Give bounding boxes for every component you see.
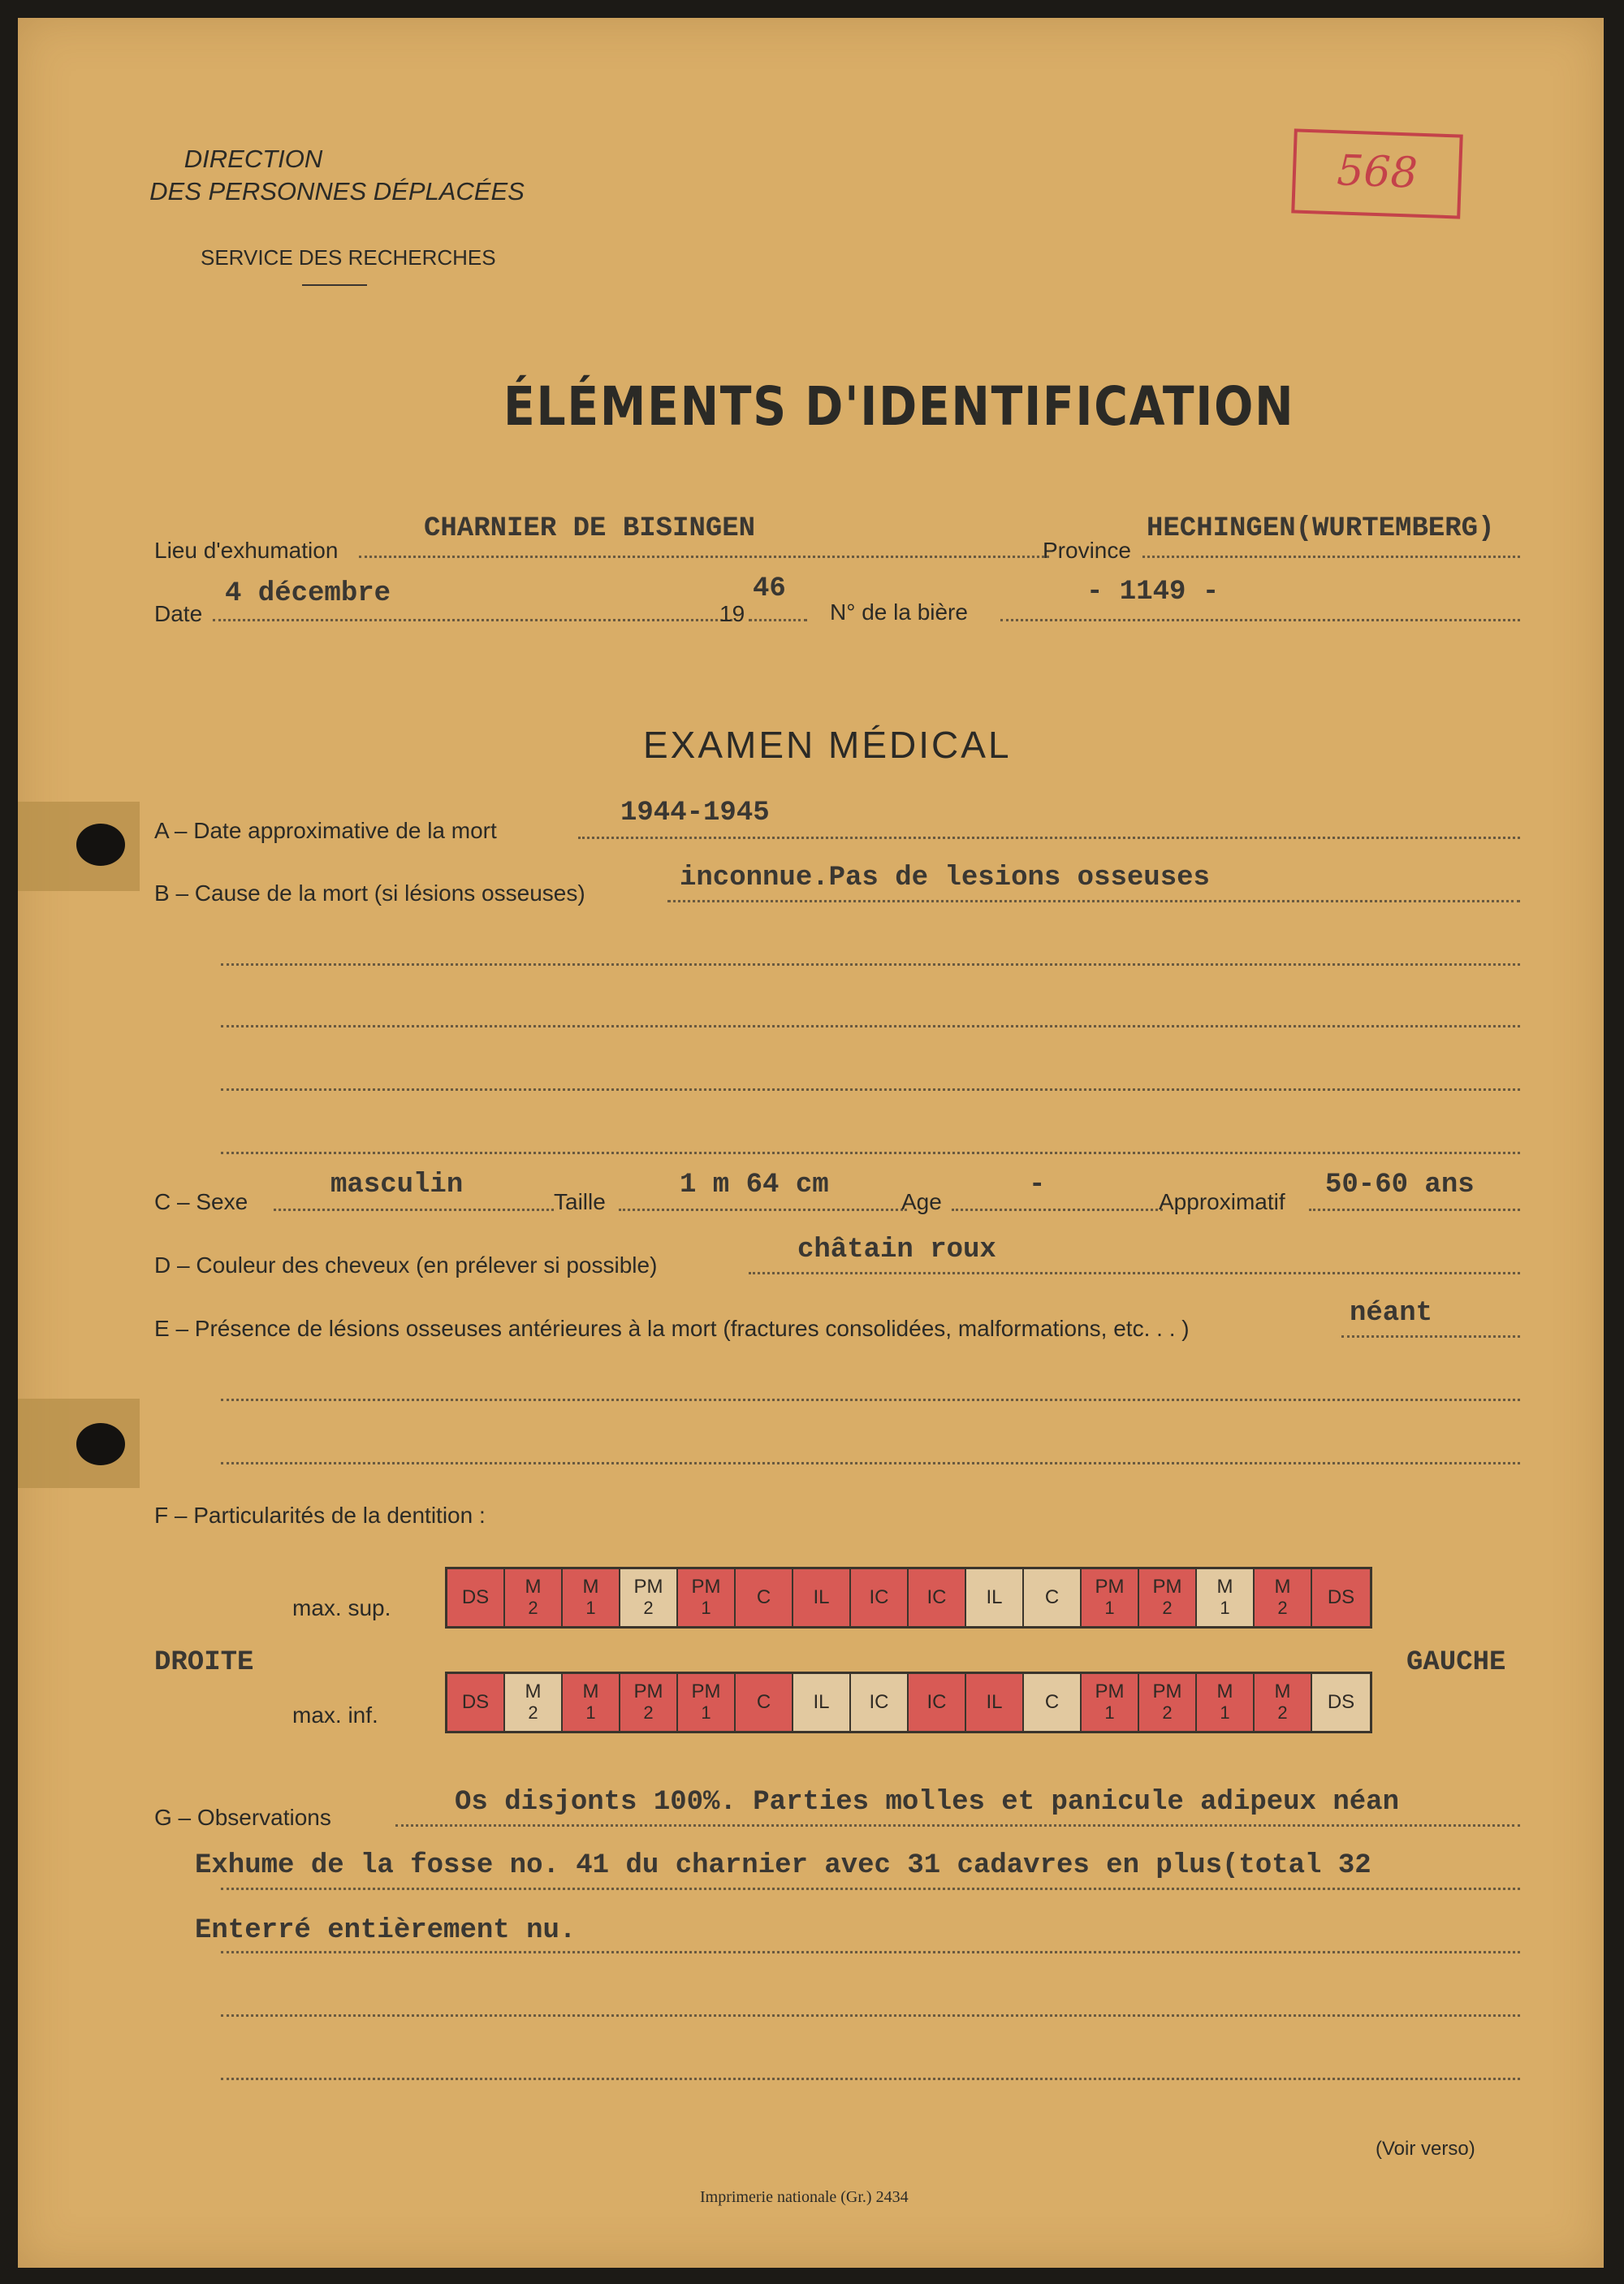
tooth-number: 1 bbox=[701, 1598, 711, 1618]
year-value: 46 bbox=[753, 573, 786, 604]
tooth-code: M bbox=[1274, 1576, 1291, 1598]
header-service: SERVICE DES RECHERCHES bbox=[201, 245, 496, 270]
biere-label: N° de la bière bbox=[830, 599, 968, 625]
tooth-code: PM bbox=[633, 1681, 663, 1702]
taille-label: Taille bbox=[554, 1189, 606, 1214]
dotted-line bbox=[1000, 619, 1520, 621]
dotted-line bbox=[221, 2078, 1520, 2080]
tooth-cell bbox=[447, 1569, 505, 1626]
age-label: Age bbox=[901, 1189, 942, 1214]
tooth-cell bbox=[793, 1569, 851, 1626]
punch-hole bbox=[76, 1423, 125, 1465]
province-value: HECHINGEN(WURTEMBERG) bbox=[1147, 513, 1495, 544]
dotted-line bbox=[749, 1272, 1520, 1274]
tooth-cell bbox=[1082, 1569, 1139, 1626]
dotted-line bbox=[213, 619, 732, 621]
tooth-number: 2 bbox=[643, 1702, 654, 1723]
tooth-cell bbox=[620, 1674, 678, 1731]
tooth-cell bbox=[1139, 1674, 1197, 1731]
tooth-number: 2 bbox=[1277, 1598, 1288, 1618]
tooth-cell bbox=[505, 1674, 563, 1731]
tooth-code: DS bbox=[1327, 1691, 1355, 1713]
tooth-code: C bbox=[756, 1691, 771, 1713]
lieu-label: Lieu d'exhumation bbox=[154, 538, 339, 563]
tooth-number: 2 bbox=[643, 1598, 654, 1618]
tooth-cell bbox=[1139, 1569, 1197, 1626]
year-prefix: 19 bbox=[719, 601, 745, 626]
tooth-code: DS bbox=[461, 1691, 490, 1713]
tooth-code: IL bbox=[813, 1586, 830, 1608]
tooth-cell bbox=[966, 1569, 1024, 1626]
dotted-line bbox=[667, 900, 1520, 902]
field-a-label: A – Date approximative de la mort bbox=[154, 818, 497, 843]
header-department: DES PERSONNES DÉPLACÉES bbox=[149, 177, 525, 205]
tooth-cell bbox=[966, 1674, 1024, 1731]
tooth-code: IC bbox=[926, 1691, 947, 1713]
tooth-number: 2 bbox=[528, 1598, 538, 1618]
field-b-value: inconnue.Pas de lesions osseuses bbox=[680, 863, 1210, 893]
tooth-number: 2 bbox=[1162, 1598, 1173, 1618]
observation-line-2: Exhume de la fosse no. 41 du charnier avec 31 cadavres en plus(total 32 bbox=[195, 1850, 1371, 1881]
tooth-number: 2 bbox=[528, 1702, 538, 1723]
tooth-code: M bbox=[1216, 1576, 1233, 1598]
dotted-line bbox=[1142, 556, 1520, 558]
voir-verso: (Voir verso) bbox=[1376, 2138, 1475, 2160]
province-label: Province bbox=[1043, 538, 1131, 563]
header-divider bbox=[302, 284, 367, 286]
tooth-cell bbox=[678, 1674, 736, 1731]
tooth-cell bbox=[736, 1569, 793, 1626]
tooth-cell bbox=[1197, 1674, 1255, 1731]
tooth-code: IL bbox=[986, 1586, 1003, 1608]
tooth-cell bbox=[1082, 1674, 1139, 1731]
dotted-line bbox=[1341, 1335, 1520, 1338]
tooth-code: M bbox=[1274, 1681, 1291, 1702]
dotted-line bbox=[359, 556, 1049, 558]
tooth-code: PM bbox=[1152, 1681, 1182, 1702]
dotted-line bbox=[221, 1088, 1520, 1091]
dotted-line bbox=[619, 1209, 907, 1211]
field-d-value: châtain roux bbox=[797, 1235, 996, 1265]
tooth-cell bbox=[563, 1569, 620, 1626]
tooth-cell bbox=[447, 1674, 505, 1731]
header-direction: DIRECTION bbox=[184, 145, 323, 173]
tooth-number: 2 bbox=[1277, 1702, 1288, 1723]
dotted-line bbox=[952, 1209, 1163, 1211]
upper-teeth-chart bbox=[445, 1567, 1372, 1629]
tooth-code: IC bbox=[926, 1586, 947, 1608]
tooth-number: 1 bbox=[1220, 1702, 1230, 1723]
tooth-cell bbox=[1312, 1674, 1370, 1731]
lieu-value: CHARNIER DE BISINGEN bbox=[424, 513, 756, 544]
tooth-cell bbox=[909, 1674, 966, 1731]
file-number-stamp: 568 bbox=[1291, 128, 1463, 218]
lower-teeth-chart bbox=[445, 1672, 1372, 1733]
tooth-cell bbox=[1255, 1569, 1312, 1626]
tooth-cell bbox=[1255, 1674, 1312, 1731]
droite-label: DROITE bbox=[154, 1647, 254, 1678]
tooth-code: M bbox=[582, 1576, 599, 1598]
field-e-label: E – Présence de lésions osseuses antérieures à la mort (fractures consolidées, malformations, etc. . . ) bbox=[154, 1316, 1190, 1341]
tooth-cell bbox=[505, 1569, 563, 1626]
tooth-number: 1 bbox=[585, 1702, 596, 1723]
field-e-value: néant bbox=[1350, 1298, 1433, 1329]
tooth-number: 1 bbox=[585, 1598, 596, 1618]
tooth-cell bbox=[736, 1674, 793, 1731]
printer-imprint: Imprimerie nationale (Gr.) 2434 bbox=[700, 2188, 909, 2206]
tooth-code: IC bbox=[869, 1691, 889, 1713]
observation-line-3: Enterré entièrement nu. bbox=[195, 1915, 577, 1946]
dotted-line bbox=[221, 2014, 1520, 2017]
dotted-line bbox=[221, 1025, 1520, 1027]
field-f-label: F – Particularités de la dentition : bbox=[154, 1503, 486, 1528]
max-sup-label: max. sup. bbox=[292, 1595, 391, 1620]
tooth-cell bbox=[1024, 1674, 1082, 1731]
field-a-value: 1944-1945 bbox=[620, 798, 770, 828]
tooth-code: PM bbox=[1095, 1576, 1125, 1598]
tooth-code: DS bbox=[461, 1586, 490, 1608]
tooth-code: IL bbox=[813, 1691, 830, 1713]
tooth-cell bbox=[909, 1569, 966, 1626]
tooth-code: PM bbox=[691, 1576, 721, 1598]
tooth-code: PM bbox=[1095, 1681, 1125, 1702]
field-g-label: G – Observations bbox=[154, 1805, 331, 1830]
age-value: - bbox=[1029, 1170, 1046, 1200]
page-title: ÉLÉMENTS D'IDENTIFICATION bbox=[503, 375, 1295, 438]
dotted-line bbox=[1309, 1209, 1520, 1211]
tooth-number: 2 bbox=[1162, 1702, 1173, 1723]
approx-value: 50-60 ans bbox=[1325, 1170, 1475, 1200]
biere-value: - 1149 - bbox=[1086, 577, 1220, 608]
date-label: Date bbox=[154, 601, 203, 626]
dotted-line bbox=[221, 963, 1520, 966]
dotted-line bbox=[221, 1888, 1520, 1890]
tooth-code: PM bbox=[1152, 1576, 1182, 1598]
approx-label: Approximatif bbox=[1159, 1189, 1285, 1214]
tooth-code: IL bbox=[986, 1691, 1003, 1713]
dotted-line bbox=[395, 1824, 1520, 1827]
gauche-label: GAUCHE bbox=[1406, 1647, 1506, 1678]
dotted-line bbox=[221, 1152, 1520, 1154]
tooth-cell bbox=[563, 1674, 620, 1731]
tooth-number: 1 bbox=[1104, 1702, 1115, 1723]
tooth-cell bbox=[620, 1569, 678, 1626]
tooth-cell bbox=[851, 1569, 909, 1626]
tooth-code: DS bbox=[1327, 1586, 1355, 1608]
dotted-line bbox=[221, 1399, 1520, 1401]
tooth-number: 1 bbox=[701, 1702, 711, 1723]
taille-value: 1 m 64 cm bbox=[680, 1170, 829, 1200]
tooth-number: 1 bbox=[1220, 1598, 1230, 1618]
document-sheet bbox=[18, 18, 1604, 2268]
tooth-cell bbox=[1197, 1569, 1255, 1626]
tooth-code: M bbox=[525, 1576, 542, 1598]
tooth-cell bbox=[1312, 1569, 1370, 1626]
field-c-label: C – Sexe bbox=[154, 1189, 248, 1214]
tooth-code: C bbox=[1044, 1691, 1060, 1713]
tooth-cell bbox=[1024, 1569, 1082, 1626]
tooth-code: M bbox=[525, 1681, 542, 1702]
tooth-code: C bbox=[756, 1586, 771, 1608]
observation-line-1: Os disjonts 100%. Parties molles et panicule adipeux néan bbox=[455, 1787, 1399, 1818]
tooth-code: M bbox=[1216, 1681, 1233, 1702]
field-c-value: masculin bbox=[330, 1170, 464, 1200]
dotted-line bbox=[749, 619, 807, 621]
punch-hole bbox=[76, 824, 125, 866]
field-b-label: B – Cause de la mort (si lésions osseuses) bbox=[154, 880, 585, 906]
dotted-line bbox=[274, 1209, 554, 1211]
tooth-code: PM bbox=[691, 1681, 721, 1702]
tooth-cell bbox=[678, 1569, 736, 1626]
tooth-code: C bbox=[1044, 1586, 1060, 1608]
tooth-number: 1 bbox=[1104, 1598, 1115, 1618]
dotted-line bbox=[221, 1462, 1520, 1464]
max-inf-label: max. inf. bbox=[292, 1702, 378, 1728]
tooth-cell bbox=[851, 1674, 909, 1731]
tooth-cell bbox=[793, 1674, 851, 1731]
date-value: 4 décembre bbox=[225, 578, 391, 609]
tooth-code: PM bbox=[633, 1576, 663, 1598]
field-d-label: D – Couleur des cheveux (en prélever si possible) bbox=[154, 1252, 658, 1278]
dotted-line bbox=[221, 1951, 1520, 1953]
tooth-code: M bbox=[582, 1681, 599, 1702]
dotted-line bbox=[578, 837, 1520, 839]
tooth-code: IC bbox=[869, 1586, 889, 1608]
section-title: EXAMEN MÉDICAL bbox=[643, 724, 1012, 766]
